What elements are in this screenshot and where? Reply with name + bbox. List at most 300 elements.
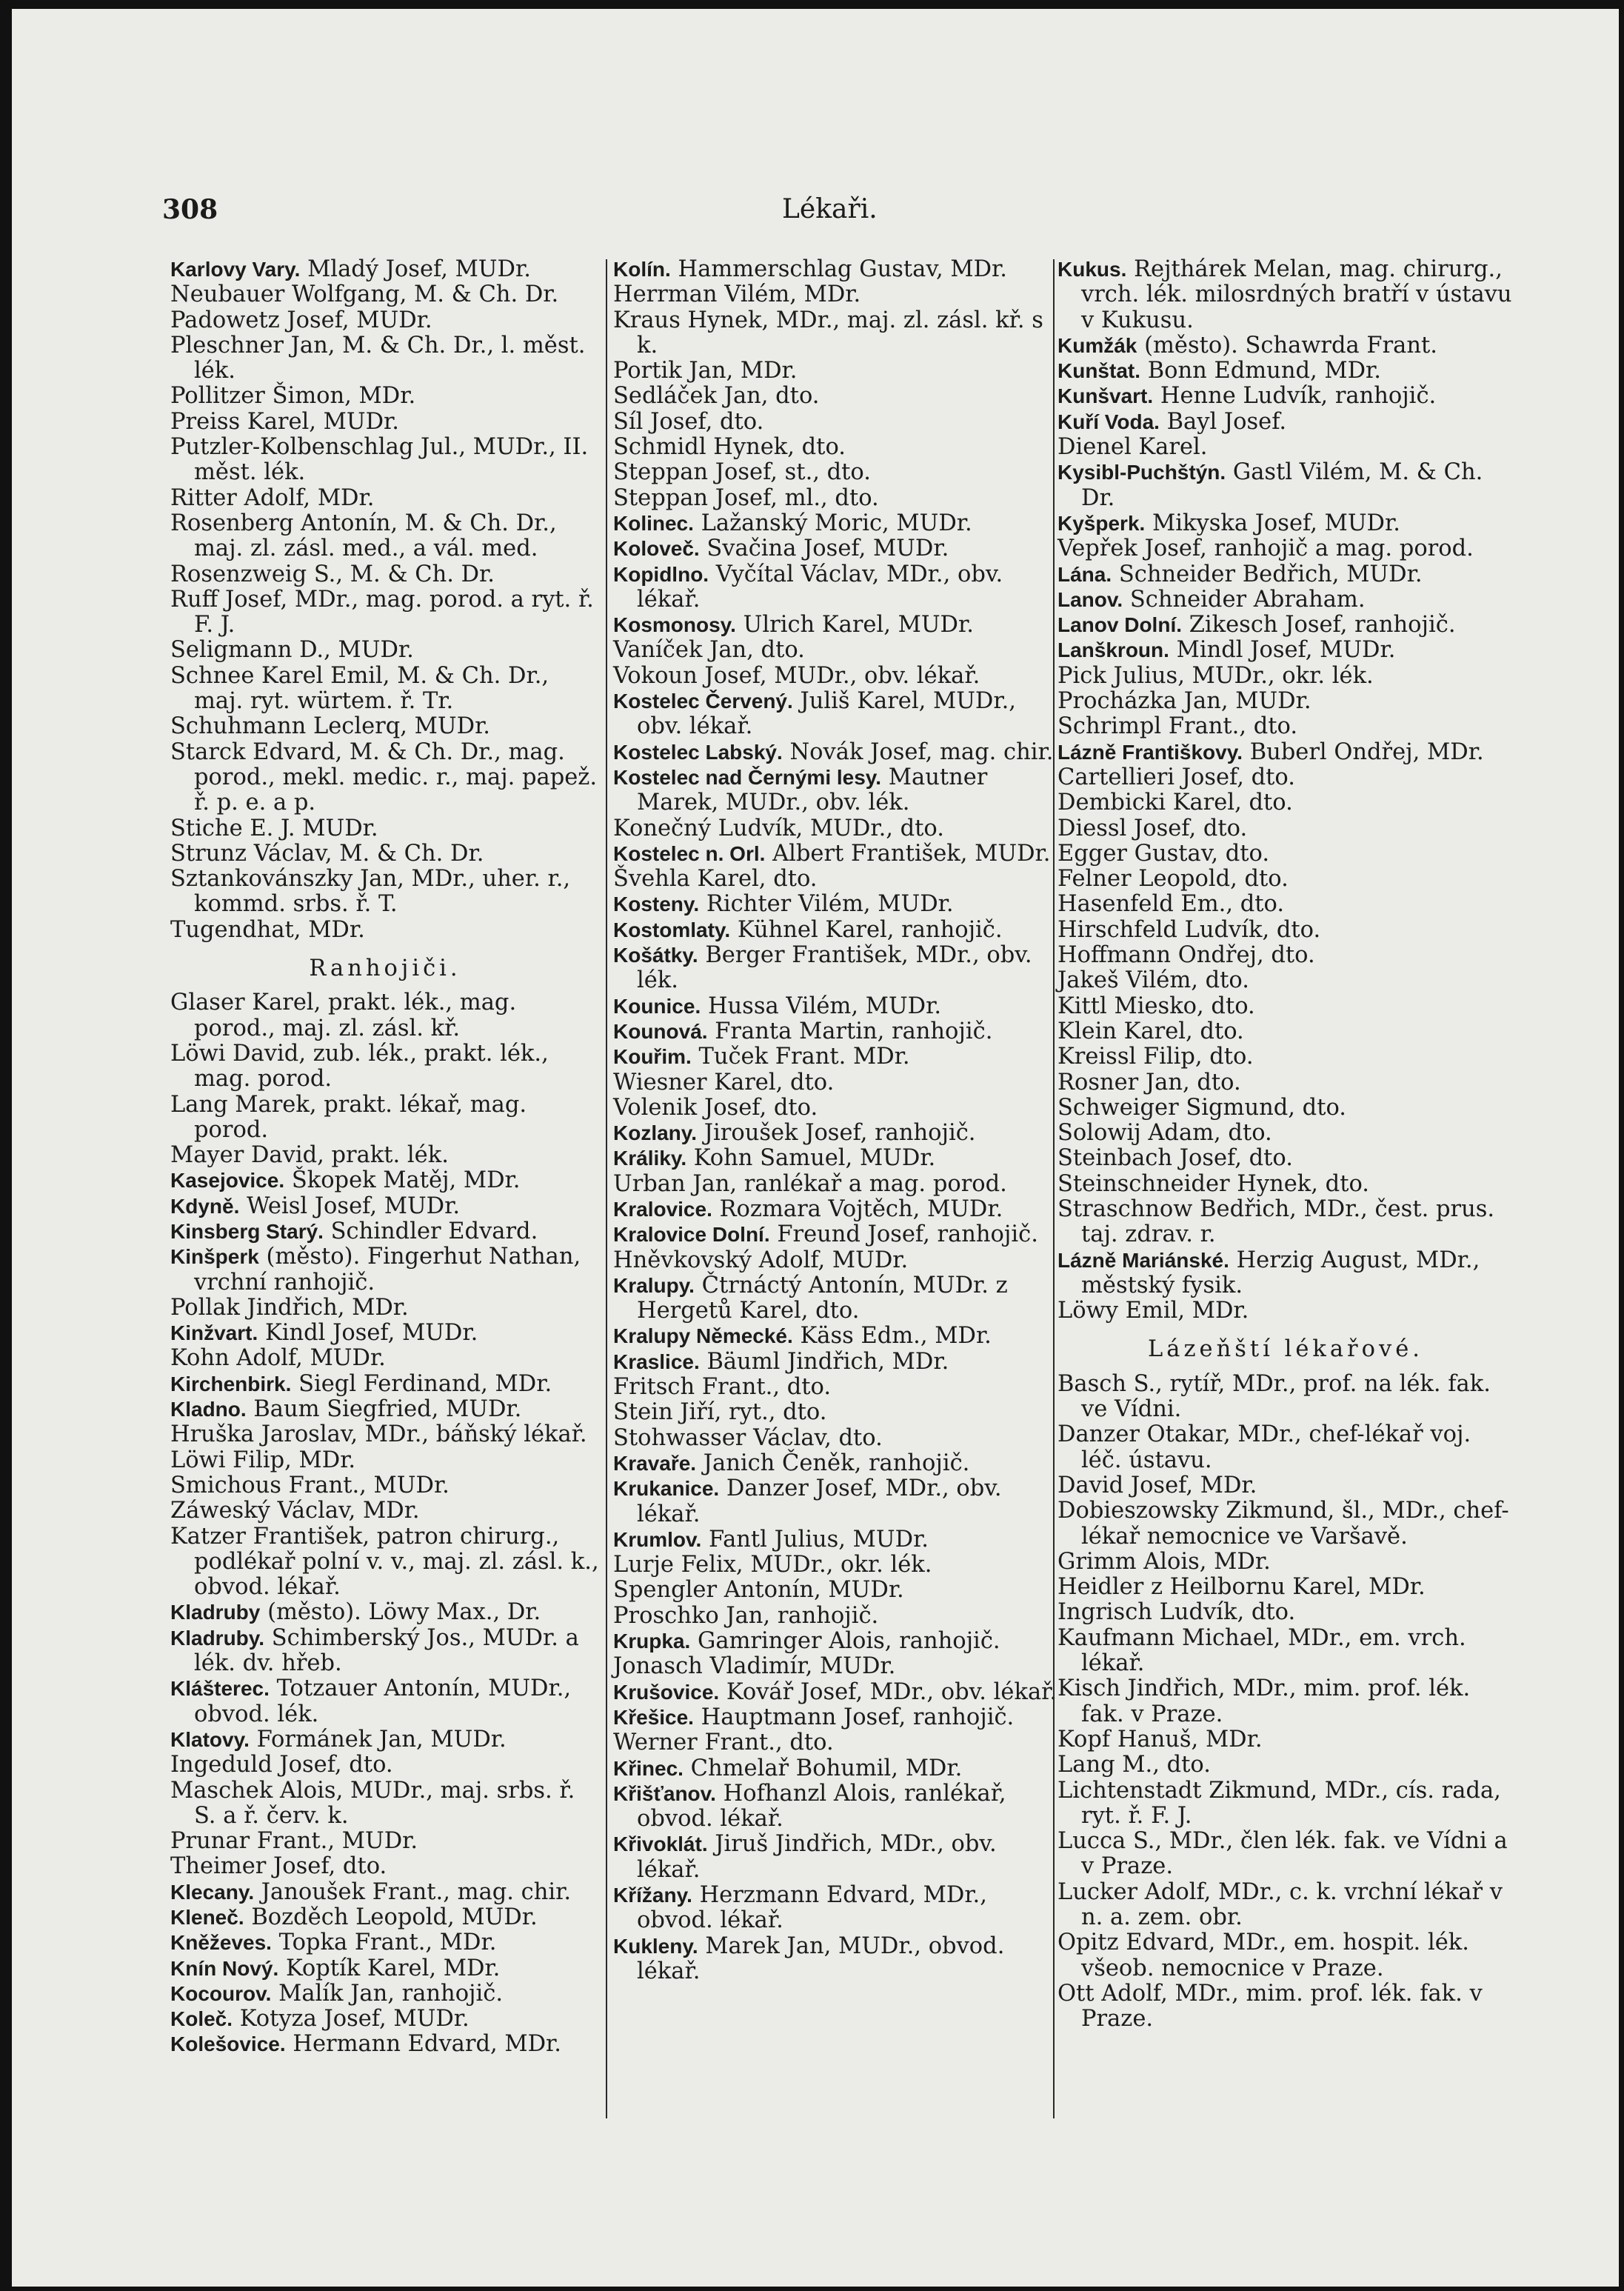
directory-entry	[1057, 816, 1514, 841]
entry-text: Danzer Otakar, MDr., chef-lékař voj. léč. ústavu.	[1057, 1421, 1471, 1473]
directory-entry	[613, 740, 1057, 765]
entry-text: Löwi David, zub. lék., prakt. lék., mag. porod.	[170, 1040, 549, 1093]
entry-text: Heidler z Heilbornu Karel, MDr.	[1057, 1574, 1426, 1601]
town-name: Kravaře.	[613, 1451, 697, 1475]
entry-text: Sedláček Jan, dto.	[613, 383, 820, 410]
directory-entry	[170, 1397, 600, 1422]
directory-entry	[613, 1451, 1057, 1476]
town-name: Kostelec nad Černými lesy.	[613, 765, 882, 789]
entry-text: Rosenberg Antonín, M. & Ch. Dr., maj. zl. zásl. med., a vál. med.	[170, 510, 557, 562]
entry-text: Prunar Frant., MUDr.	[170, 1828, 418, 1855]
entry-text: Albert František, MUDr.	[772, 840, 1051, 867]
town-name: Karlovy Vary.	[170, 258, 301, 281]
directory-entry	[1057, 1372, 1514, 1423]
directory-entry	[170, 664, 600, 715]
directory-entry	[170, 714, 600, 739]
town-name: Lázně Františkovy.	[1057, 740, 1243, 764]
directory-entry	[170, 1143, 600, 1168]
directory-entry	[613, 943, 1057, 994]
entry-text: Kühnel Karel, ranhojič.	[737, 916, 1003, 943]
entry-text: (město). Fingerhut Nathan, vrchní ranhojič.	[194, 1244, 581, 1295]
directory-entry	[613, 1146, 1057, 1171]
directory-entry	[170, 1473, 600, 1498]
entry-text: Mindl Josef, MUDr.	[1176, 637, 1396, 664]
directory-entry	[170, 1778, 600, 1830]
entry-text: Kreissl Filip, dto.	[1057, 1044, 1254, 1070]
entry-text: Schimberský Jos., MUDr. a lék. dv. hřeb.	[194, 1624, 579, 1677]
entry-text: Schindler Edvard.	[330, 1218, 538, 1244]
town-name: Košátky.	[613, 944, 698, 967]
directory-entry	[170, 1524, 600, 1601]
section-heading: Lázeňští lékařové.	[1148, 1336, 1423, 1363]
town-name: Kosteny.	[613, 893, 700, 916]
entry-text: Malík Jan, ranhojič.	[278, 1980, 504, 2007]
entry-text: Dembicki Karel, dto.	[1057, 790, 1293, 816]
entry-text: Ingeduld Josef, dto.	[170, 1752, 393, 1778]
entry-text: Preiss Karel, MUDr.	[170, 408, 399, 435]
entry-text: Cartellieri Josef, dto.	[1057, 764, 1295, 790]
town-name: Kouřim.	[613, 1045, 692, 1069]
directory-entry	[613, 994, 1057, 1019]
directory-entry	[1057, 1600, 1514, 1625]
entry-text: Fritsch Frant., dto.	[613, 1374, 832, 1401]
town-name: Krumlov.	[613, 1527, 702, 1551]
town-name: Kněževes.	[170, 1931, 272, 1955]
entry-text: Ritter Adolf, MDr.	[170, 484, 375, 511]
directory-entry	[613, 1832, 1057, 1883]
town-name: Klášterec.	[170, 1677, 270, 1701]
directory-entry	[613, 1121, 1057, 1146]
directory-entry	[613, 689, 1057, 740]
directory-entry	[1057, 867, 1514, 892]
directory-entry	[1057, 918, 1514, 943]
directory-entry	[1057, 1298, 1514, 1324]
entry-text: (město). Löwy Max., Dr.	[267, 1599, 541, 1626]
town-name: Kolinec.	[613, 511, 694, 535]
directory-entry	[1057, 562, 1514, 587]
directory-entry	[613, 867, 1057, 892]
entry-text: Kovář Josef, MDr., obv. lékař.	[726, 1678, 1057, 1705]
column-middle	[613, 257, 1057, 1984]
directory-entry	[1057, 587, 1514, 613]
town-name: Kyšperk.	[1057, 511, 1146, 535]
directory-entry	[613, 1680, 1057, 1705]
directory-entry	[170, 1854, 600, 1879]
town-name: Křišťanov.	[613, 1781, 716, 1805]
entry-text: Kaufmann Michael, MDr., em. vrch. lékař.	[1057, 1624, 1466, 1677]
directory-entry	[613, 1375, 1057, 1400]
entry-text: Hammerschlag Gustav, MDr.	[678, 256, 1007, 282]
town-name: Kounice.	[613, 994, 701, 1018]
entry-text: Ruff Josef, MDr., mag. porod. a ryt. ř. F. J.	[170, 586, 594, 638]
directory-entry	[613, 841, 1057, 867]
entry-text: Ott Adolf, MDr., mim. prof. lék. fak. v Praze.	[1057, 1980, 1483, 2032]
entry-text: Zikesch Josef, ranhojič.	[1189, 612, 1456, 638]
entry-text: Topka Frant., MDr.	[278, 1930, 497, 1956]
town-name: Kostelec Labský.	[613, 740, 783, 764]
directory-entry	[613, 1197, 1057, 1222]
entry-text: Juliš Karel, MUDr., obv. lékař.	[637, 688, 1016, 740]
town-name: Klatovy.	[170, 1727, 250, 1751]
entry-text: Putzler-Kolbenschlag Jul., MUDr., II. měst. lék.	[170, 434, 589, 486]
entry-text: Vepřek Josef, ranhojič a mag. porod.	[1057, 536, 1474, 562]
town-name: Kosmonosy.	[613, 613, 736, 637]
directory-entry	[613, 918, 1057, 943]
entry-text: Kisch Jindřich, MDr., mim. prof. lék. fak. v Praze.	[1057, 1675, 1471, 1727]
directory-entry	[613, 1172, 1057, 1197]
entry-text: Lucca S., MDr., člen lék. fak. ve Vídni a v Praze.	[1057, 1828, 1508, 1880]
directory-entry	[1057, 740, 1514, 765]
entry-text: Fantl Julius, MUDr.	[708, 1526, 929, 1553]
page-header	[12, 194, 1619, 239]
town-name: Krukanice.	[613, 1477, 720, 1501]
directory-entry	[1057, 892, 1514, 917]
entry-text: Buberl Ondřej, MDr.	[1249, 738, 1484, 765]
entry-text: Pollak Jindřich, MDr.	[170, 1294, 409, 1321]
directory-entry	[1057, 841, 1514, 867]
directory-entry	[170, 333, 600, 384]
entry-text: Basch S., rytíř, MDr., prof. na lék. fak. ve Vídni.	[1057, 1370, 1491, 1423]
entry-text: Diessl Josef, dto.	[1057, 815, 1248, 841]
directory-entry	[170, 1041, 600, 1093]
entry-text: Schweiger Sigmund, dto.	[1057, 1094, 1346, 1121]
page-title: Lékaři.	[782, 194, 878, 224]
entry-text: Ingrisch Ludvík, dto.	[1057, 1599, 1296, 1626]
entry-text: Kohn Samuel, MUDr.	[693, 1145, 936, 1172]
entry-text: Rosenzweig S., M. & Ch. Dr.	[170, 561, 495, 587]
entry-text: Henne Ludvík, ranhojič.	[1160, 383, 1437, 410]
town-name: Kostomlaty.	[613, 918, 731, 941]
directory-entry	[1057, 1172, 1514, 1197]
entry-text: Janich Čeněk, ranhojič.	[703, 1450, 970, 1476]
entry-text: Weisl Josef, MUDr.	[247, 1193, 461, 1219]
directory-entry	[170, 990, 600, 1041]
town-name: Knín Nový.	[170, 1956, 279, 1980]
directory-entry	[1057, 1829, 1514, 1880]
directory-entry	[613, 1604, 1057, 1629]
directory-entry	[170, 740, 600, 816]
town-name: Křinec.	[613, 1756, 684, 1780]
town-name: Kralupy.	[613, 1273, 695, 1297]
town-name: Kinžvart.	[170, 1321, 258, 1345]
entry-text: Chmelař Bohumil, MDr.	[690, 1755, 963, 1781]
directory-entry	[613, 1883, 1057, 1934]
entry-text: Pleschner Jan, M. & Ch. Dr., l. měst. lék.	[170, 332, 586, 384]
directory-entry	[613, 1044, 1057, 1070]
town-name: Klecany.	[170, 1880, 255, 1904]
directory-entry	[613, 1730, 1057, 1755]
entry-text: Novák Josef, mag. chir.	[789, 738, 1054, 765]
directory-entry	[170, 1930, 600, 1955]
column-divider	[1053, 259, 1055, 2118]
directory-entry	[613, 562, 1057, 613]
town-name: Kolín.	[613, 258, 671, 281]
entry-text: Rejthárek Melan, mag. chirurg., vrch. lék. milosrdných bratří v ústavu v Kukusu.	[1081, 256, 1512, 333]
entry-text: Starck Edvard, M. & Ch. Dr., mag. porod., mekl. medic. r., maj. papež. ř. p. e. a p.	[170, 738, 598, 816]
entry-text: Berger František, MDr., obv. lék.	[637, 942, 1032, 994]
entry-text: Hofhanzl Alois, ranlékař, obvod. lékař.	[637, 1780, 1006, 1833]
directory-entry	[1057, 994, 1514, 1019]
directory-entry	[1057, 1146, 1514, 1171]
directory-entry	[170, 282, 600, 307]
town-name: Kocourov.	[170, 1981, 272, 2005]
directory-entry	[170, 1956, 600, 1981]
entry-text: Mayer David, prakt. lék.	[170, 1142, 449, 1169]
entry-text: Bozděch Leopold, MUDr.	[251, 1904, 538, 1930]
directory-entry	[1057, 435, 1514, 460]
entry-text: Záweský Václav, MDr.	[170, 1498, 420, 1524]
town-name: Krušovice.	[613, 1680, 720, 1704]
entry-text: Opitz Edvard, MDr., em. hospit. lék. všeob. nemocnice v Praze.	[1057, 1930, 1469, 1981]
town-name: Kunštat.	[1057, 359, 1140, 383]
directory-entry	[1057, 460, 1514, 511]
directory-entry	[170, 1829, 600, 1854]
directory-entry	[613, 460, 1057, 485]
entry-text: Lucker Adolf, MDr., c. k. vrchní lékař v n. a. zem. obr.	[1057, 1878, 1503, 1930]
entry-text: Vyčítal Václav, MDr., obv. lékař.	[637, 561, 1003, 613]
entry-text: Jakeš Vilém, dto.	[1057, 967, 1249, 994]
directory-entry	[1057, 1778, 1514, 1830]
directory-entry	[613, 359, 1057, 384]
entry-text: (město). Schawrda Frant.	[1144, 332, 1437, 359]
entry-text: Lang Marek, prakt. lékař, mag. porod.	[170, 1091, 527, 1143]
directory-entry	[613, 1324, 1057, 1349]
entry-text: Strunz Václav, M. & Ch. Dr.	[170, 840, 484, 867]
directory-entry	[1057, 1070, 1514, 1096]
directory-entry	[613, 1400, 1057, 1425]
directory-entry	[170, 562, 600, 587]
entry-text: Urban Jan, ranlékař a mag. porod.	[613, 1170, 1007, 1197]
directory-entry	[613, 1705, 1057, 1730]
entry-text: Richter Vilém, MUDr.	[706, 891, 954, 918]
directory-entry	[613, 1070, 1057, 1096]
entry-text: Stohwasser Václav, dto.	[613, 1424, 883, 1451]
entry-text: Neubauer Wolfgang, M. & Ch. Dr.	[170, 281, 559, 308]
town-name: Křížany.	[613, 1884, 692, 1907]
entry-text: Felner Leopold, dto.	[1057, 866, 1289, 893]
directory-entry	[1057, 1727, 1514, 1753]
directory-entry	[1057, 1473, 1514, 1498]
entry-text: Baum Siegfried, MUDr.	[253, 1396, 522, 1423]
directory-entry	[170, 1448, 600, 1473]
town-name: Kraslice.	[613, 1350, 700, 1373]
directory-entry	[1057, 511, 1514, 536]
directory-entry	[1057, 689, 1514, 714]
directory-entry	[613, 1654, 1057, 1679]
entry-text: Kraus Hynek, MDr., maj. zl. zásl. kř. s k.	[613, 307, 1043, 359]
entry-text: Bäuml Jindřich, MDr.	[706, 1348, 949, 1375]
entry-text: Steinschneider Hynek, dto.	[1057, 1170, 1369, 1197]
directory-entry	[170, 1219, 600, 1244]
entry-text: Rozmara Vojtěch, MUDr.	[719, 1195, 1003, 1222]
directory-entry	[170, 1194, 600, 1219]
directory-entry	[613, 1781, 1057, 1833]
town-name: Kralupy Německé.	[613, 1324, 793, 1348]
directory-entry	[170, 1168, 600, 1193]
entry-text: Kindl Josef, MUDr.	[264, 1320, 478, 1347]
entry-text: Konečný Ludvík, MUDr., dto.	[613, 815, 944, 841]
directory-entry	[1057, 1096, 1514, 1121]
directory-entry	[613, 816, 1057, 841]
entry-text: Čtrnáctý Antonín, MUDr. z Hergetů Karel, dto.	[637, 1272, 1008, 1324]
town-name: Kunšvart.	[1057, 384, 1154, 408]
directory-entry	[1057, 943, 1514, 968]
town-name: Kinšperk	[170, 1245, 259, 1269]
entry-text: Werner Frant., dto.	[613, 1730, 834, 1756]
entry-text: Kohn Adolf, MUDr.	[170, 1345, 386, 1372]
directory-entry	[1057, 257, 1514, 333]
entry-text: Löwy Emil, MDr.	[1057, 1298, 1249, 1324]
directory-entry	[613, 257, 1057, 282]
entry-text: Jiroušek Josef, ranhojič.	[704, 1120, 976, 1147]
entry-text: Dobieszowsky Zikmund, šl., MDr., chef-lékař nemocnice ve Varšavě.	[1057, 1498, 1509, 1550]
town-name: Kralovice.	[613, 1197, 712, 1221]
town-name: Kleneč.	[170, 1906, 244, 1929]
entry-text: Sztankovánszky Jan, MDr., uher. r., kommd. srbs. ř. T.	[170, 866, 571, 918]
entry-text: Lichtenstadt Zikmund, MDr., cís. rada, ryt. ř. F. J.	[1057, 1777, 1501, 1829]
directory-entry	[170, 1676, 600, 1727]
entry-text: Löwi Filip, MDr.	[170, 1447, 356, 1473]
directory-entry	[1057, 1197, 1514, 1248]
directory-entry	[1057, 613, 1514, 638]
entry-text: Hirschfeld Ludvík, dto.	[1057, 916, 1321, 943]
directory-entry	[613, 410, 1057, 435]
entry-text: Klein Karel, dto.	[1057, 1018, 1244, 1044]
directory-entry	[613, 1019, 1057, 1044]
directory-entry	[613, 1527, 1057, 1553]
directory-entry	[613, 1629, 1057, 1654]
entry-text: Theimer Josef, dto.	[170, 1853, 387, 1880]
entry-text: Franta Martin, ranhojič.	[715, 1018, 993, 1044]
town-name: Kukleny.	[613, 1934, 698, 1958]
entry-text: Steinbach Josef, dto.	[1057, 1145, 1293, 1172]
directory-entry	[1057, 790, 1514, 816]
entry-text: Straschnow Bedřich, MDr., čest. prus. taj. zdrav. r.	[1057, 1195, 1495, 1248]
directory-entry	[170, 816, 600, 841]
town-name: Lána.	[1057, 562, 1112, 586]
directory-entry	[170, 435, 600, 486]
directory-entry	[1057, 765, 1514, 790]
directory-entry	[613, 308, 1057, 359]
entry-text: Tugendhat, MDr.	[170, 916, 365, 943]
entry-text: Mautner Marek, MUDr., obv. lék.	[637, 764, 988, 816]
entry-text: Pick Julius, MUDr., okr. lék.	[1057, 662, 1374, 689]
entry-text: Ulrich Karel, MUDr.	[743, 612, 974, 638]
entry-text: Hermann Edvard, MDr.	[293, 2031, 561, 2058]
directory-entry	[170, 384, 600, 409]
directory-entry	[170, 918, 600, 943]
directory-entry	[613, 638, 1057, 663]
entry-text: Schrimpl Frant., dto.	[1057, 713, 1298, 740]
directory-entry	[170, 257, 600, 282]
directory-entry	[613, 892, 1057, 917]
entry-text: Dienel Karel.	[1057, 434, 1208, 461]
entry-text: Hasenfeld Em., dto.	[1057, 891, 1285, 918]
directory-entry	[1057, 1019, 1514, 1044]
entry-text: Tuček Frant. MDr.	[698, 1044, 910, 1070]
entry-text: Maschek Alois, MUDr., maj. srbs. ř. S. a ř. červ. k.	[170, 1777, 575, 1829]
directory-entry	[1057, 1422, 1514, 1473]
directory-entry	[613, 282, 1057, 307]
town-name: Kinsberg Starý.	[170, 1219, 324, 1243]
entry-text: Švehla Karel, dto.	[613, 866, 818, 893]
entry-text: Gastl Vilém, M. & Ch. Dr.	[1081, 459, 1483, 511]
column-left	[170, 257, 600, 2058]
town-name: Kysibl-Puchštýn.	[1057, 461, 1226, 484]
directory-entry	[170, 2007, 600, 2032]
entry-text: Síl Josef, dto.	[613, 408, 764, 435]
directory-entry	[613, 664, 1057, 689]
entry-text: Janoušek Frant., mag. chir.	[261, 1878, 572, 1905]
directory-entry	[1057, 359, 1514, 384]
directory-entry	[1057, 384, 1514, 409]
directory-entry	[613, 1248, 1057, 1273]
entry-text: Kopf Hanuš, MDr.	[1057, 1726, 1263, 1753]
entry-text: Totzauer Antonín, MUDr., obvod. lék.	[194, 1675, 572, 1727]
directory-entry	[613, 1934, 1057, 1985]
entry-text: Schmidl Hynek, dto.	[613, 434, 846, 461]
directory-entry	[1057, 1248, 1514, 1299]
directory-entry	[1057, 333, 1514, 359]
directory-entry	[613, 435, 1057, 460]
entry-text: Formánek Jan, MUDr.	[256, 1726, 507, 1753]
entry-text: Schneider Abraham.	[1129, 586, 1366, 613]
entry-text: Mikyska Josef, MUDr.	[1152, 510, 1400, 536]
directory-entry	[613, 486, 1057, 511]
town-name: Kdyně.	[170, 1194, 240, 1218]
entry-text: Stiche E. J. MUDr.	[170, 815, 378, 841]
directory-entry	[1057, 536, 1514, 561]
entry-text: Grimm Alois, MDr.	[1057, 1548, 1271, 1575]
directory-entry	[170, 1753, 600, 1778]
directory-entry	[1057, 1044, 1514, 1070]
entry-text: Bayl Josef.	[1166, 408, 1287, 435]
entry-text: Volenik Josef, dto.	[613, 1094, 818, 1121]
entry-text: Koptík Karel, MDr.	[285, 1955, 501, 1981]
town-name: Kounová.	[613, 1019, 708, 1043]
entry-text: Katzer František, patron chirurg., podlékař polní v. v., maj. zl. zásl. k., obvod. lékař.	[170, 1523, 599, 1601]
directory-entry	[170, 1905, 600, 1930]
directory-entry	[1057, 714, 1514, 739]
directory-entry	[1057, 968, 1514, 993]
entry-text: Lurje Felix, MUDr., okr. lék.	[613, 1552, 932, 1578]
directory-entry	[170, 1321, 600, 1346]
directory-entry	[1057, 1626, 1514, 1677]
directory-entry	[613, 1350, 1057, 1375]
entry-text: Hruška Jaroslav, MDr., báňský lékař.	[170, 1421, 587, 1448]
directory-entry	[613, 1756, 1057, 1781]
directory-entry	[613, 384, 1057, 409]
entry-text: Wiesner Karel, dto.	[613, 1069, 835, 1096]
directory-entry	[1057, 638, 1514, 663]
town-name: Krupka.	[613, 1630, 691, 1653]
town-name: Kopidlno.	[613, 562, 709, 586]
town-name: Kukus.	[1057, 258, 1127, 281]
directory-entry	[170, 2032, 600, 2057]
entry-text: Spengler Antonín, MUDr.	[613, 1577, 904, 1604]
entry-text: Padowetz Josef, MUDr.	[170, 307, 432, 333]
entry-text: Schuhmann Leclerq, MUDr.	[170, 713, 490, 740]
directory-entry	[170, 1626, 600, 1677]
entry-text: Lažanský Moric, MUDr.	[701, 510, 972, 536]
town-name: Křivoklát.	[613, 1833, 708, 1856]
directory-entry	[170, 1093, 600, 1144]
directory-entry	[1057, 664, 1514, 689]
column-divider	[606, 259, 607, 2118]
town-name: Křešice.	[613, 1705, 694, 1729]
town-name: Kasejovice.	[170, 1169, 285, 1193]
entry-text: Smichous Frant., MUDr.	[170, 1472, 450, 1498]
